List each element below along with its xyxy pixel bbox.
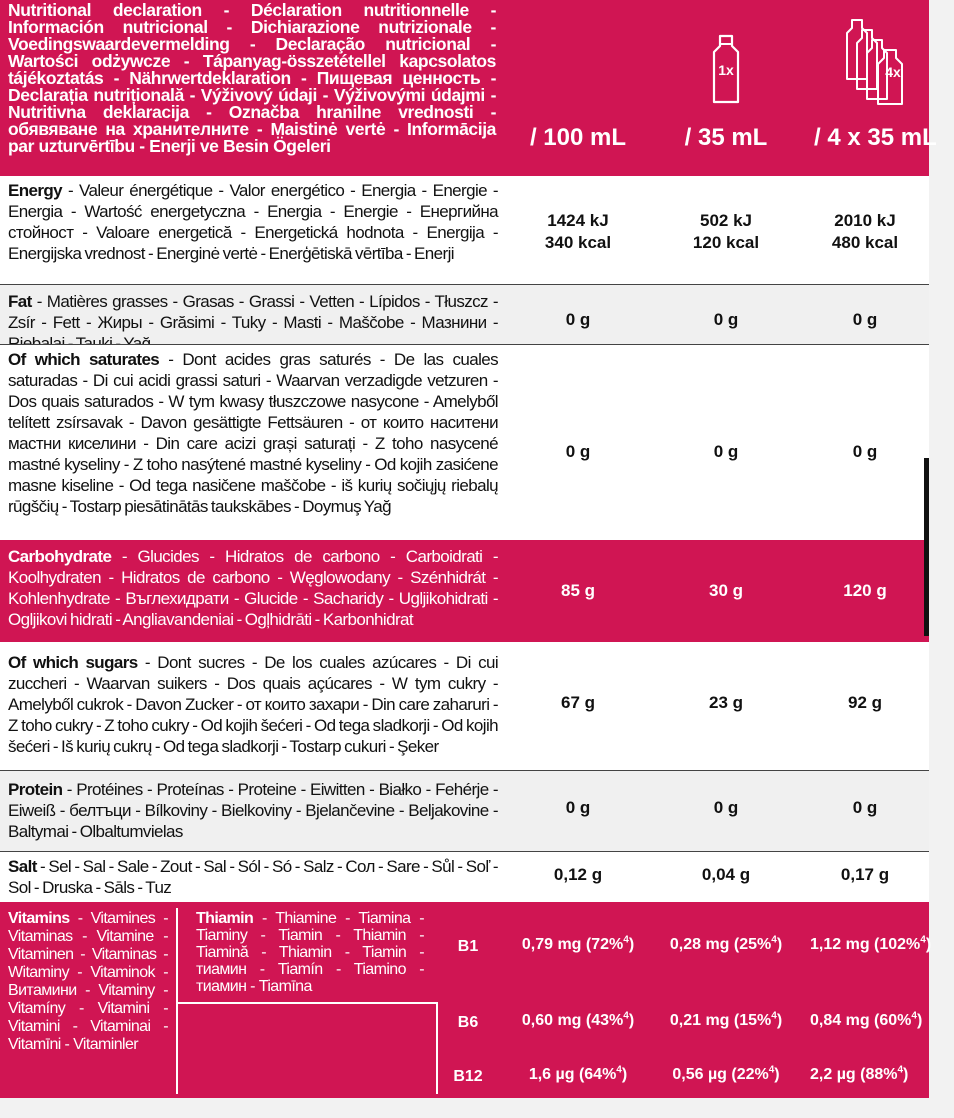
- table-row-sugars: [0, 642, 929, 770]
- b12-value-4x35ml: 2,2 µg (88%$^4$): [810, 1064, 909, 1083]
- value-35ml: 0 g: [713, 442, 739, 461]
- b6-value-100ml: 0,60 mg (43%$^4$): [521, 1010, 635, 1029]
- value-100ml-kcal: 340 kcal: [544, 233, 612, 252]
- table-row-carbohydrate: [0, 540, 929, 642]
- value-100ml: 67 g: [560, 693, 596, 712]
- value-100ml: 0,12 g: [553, 865, 603, 884]
- b6-value-35ml: 0,21 mg (15%$^4$): [669, 1010, 783, 1029]
- value-4x35ml: 120 g: [843, 581, 887, 600]
- thiamin-label: Thiamin - Thiamine - Tiamina - Tiaminy - Tiamin - Thiamin - Tiamină - Thiamin - Tiamin - тиамин - Tiamín - Tiamino - тиамин - Tiamīna: [196, 910, 424, 995]
- row-label: Salt - Sel - Sal - Sale - Zout - Sal - Sól - Só - Salz - Сол - Sare - Sůl - Soľ - Sol - Druska - Sāls - Tuz: [8, 857, 498, 897]
- four-servings-bottles-icon: [844, 18, 916, 106]
- vitamin-code-divider: [436, 1002, 438, 1094]
- b1-value-100ml: 0,79 mg (72%$^4$): [521, 934, 635, 953]
- row-label: Energy - Valeur énergétique - Valor energético - Energia - Energie - Energia - Wartość energetyczna - Energia - Energie - Енергийна стойност - Valoare energetică - Energetická hodnota - Energija - Energijska vrednost - Energinė vertė - Enerģētiskā vērtība - Enerji: [8, 181, 498, 263]
- value-100ml-kj: 1424 kJ: [547, 211, 609, 230]
- value-35ml: 23 g: [708, 693, 744, 712]
- column-header-4x35ml: / 4 x 35 mL: [814, 124, 937, 151]
- value-35ml: 0 g: [713, 310, 739, 329]
- value-4x35ml: 0 g: [852, 310, 878, 329]
- value-4x35ml: 0,17 g: [840, 865, 890, 884]
- vitamin-code-b12: B12: [453, 1068, 483, 1085]
- b1-value-4x35ml: 1,12 mg (102%$^4$): [810, 934, 932, 953]
- value-35ml-kj: 502 kJ: [700, 211, 752, 230]
- value-4x35ml: 92 g: [847, 693, 883, 712]
- value-35ml: 0,04 g: [701, 865, 751, 884]
- row-label: Carbohydrate - Glucides - Hidratos de carbono - Carboidrati - Koolhydraten - Hidratos de carbono - Węglowodany - Szénhidrát - Kohlenhydrate - Въглехидрати - Glucide - Sacharidy - Ugljikohidrati - Ogljikovi hidrati - Angliavandeniai - Ogļhidrāti - Karbonhidrat: [8, 547, 498, 629]
- b12-value-35ml: 0,56 µg (22%$^4$): [672, 1064, 780, 1083]
- row-label: Protein - Protéines - Proteínas - Proteine - Eiwitten - Białko - Fehérje - Eiweiß - белтъци - Bílkoviny - Bielkoviny - Bjelančevine - Beljakovine - Baltymai - Olbaltumvielas: [8, 780, 498, 841]
- vitamins-label: Vitamins - Vitamines - Vitaminas - Vitamine - Vitaminen - Vitaminas - Witaminy - Vitaminok - Витамини - Vitaminy - Vitamíny - Vitamini - Vitamini - Vitaminai - Vitamīni - Vitaminler: [8, 910, 168, 1053]
- value-4x35ml: 0 g: [852, 442, 878, 461]
- value-4x35ml-kj: 2010 kJ: [834, 211, 896, 230]
- column-header-35ml: / 35 mL: [684, 124, 768, 151]
- value-100ml: 0 g: [565, 442, 591, 461]
- b1-value-35ml: 0,28 mg (25%$^4$): [669, 934, 783, 953]
- value-100ml: 85 g: [560, 581, 596, 600]
- value-4x35ml: 0 g: [852, 798, 878, 817]
- value-35ml: 0 g: [713, 798, 739, 817]
- table-row-protein: [0, 771, 929, 851]
- thiamin-underline: [176, 1002, 436, 1004]
- vitamin-code-b6: B6: [457, 1014, 479, 1031]
- row-label: Of which sugars - Dont sucres - De los cuales azúcares - Di cui zuccheri - Waarvan suikers - Dos quais açúcares - W tym cukry - Amelyből cukrok - Davon Zucker - от които захари - Din care zaharuri - Z toho cukry - Z toho cukry - Od kojih šećeri - Od tega sladkorji - Od kojih šećeri - Iš kurių cukrų - Od tega sladkorji - Tostarp cukuri - Şeker: [8, 653, 498, 756]
- table-title: Nutritional declaration - Déclaration nutritionnelle - Información nutricional - Dichiarazione nutrizionale - Voedingswaardevermelding - Declaração nutricional - Wartości odżywcze - Tápanyag-összetétellel kapcsolatos tájékoztatás - Nährwertdeklaration - Пищевая ценность - Declarația nutrițională - Výživový údaji - Výživovými údajmi - Nutritivna deklaracija - Označba hranilne vrednosti - обявяване на хранителните - Maistinė vertė - Informācija par uzturvērtību - Enerji ve Besin Ögeleri: [8, 0, 496, 156]
- icon-4x-label: 4x: [885, 64, 901, 80]
- table-row-energy: [0, 176, 929, 284]
- vitamins-divider: [176, 908, 178, 1094]
- table-row-fat: [0, 285, 929, 344]
- row-label: Of which saturates - Dont acides gras saturés - De las cuales saturadas - Di cui acidi grassi saturi - Waarvan verzadigde vetzuren - Dos quais saturados - W tym kwasy tłuszczowe nasycone - Amelyből telített zsírsavak - Davon gesättigte Fettsäuren - от които наситени мастни киселини - Din care acizi grași saturați - Z toho nasycené mastné kyseliny - Z toho nasýtené mastné kyseliny - Od kojih zasićene masne kiseline - Od tega nasičene maščobe - iš kurių sočiųjų riebalų rūgščių - Tostarp piesātinātās taukskābes - Doymuş Yağ: [8, 350, 498, 516]
- b12-value-100ml: 1,6 µg (64%$^4$): [528, 1064, 628, 1083]
- edge-scrollbar[interactable]: [924, 458, 929, 636]
- table-row-saturates: [0, 345, 929, 540]
- value-100ml: 0 g: [565, 798, 591, 817]
- single-serving-bottle-icon: [706, 34, 746, 106]
- header-band: [0, 0, 937, 176]
- b6-value-4x35ml: 0,84 mg (60%$^4$): [810, 1010, 923, 1029]
- row-label: Fat - Matières grasses - Grasas - Grassi - Vetten - Lípidos - Tłuszcz - Zsír - Fett - Жиры - Grăsimi - Tuky - Masti - Maščobe - Мазнини -: [8, 292, 498, 332]
- column-header-100ml: / 100 mL: [529, 124, 627, 151]
- value-35ml: 30 g: [708, 581, 744, 600]
- vitamin-code-b1: B1: [457, 938, 479, 955]
- table-row-vitamins: [0, 902, 932, 1098]
- value-4x35ml-kcal: 480 kcal: [831, 233, 899, 252]
- value-100ml: 0 g: [565, 310, 591, 329]
- table-row-salt: [0, 852, 929, 902]
- icon-1x-label: 1x: [718, 62, 734, 78]
- value-35ml-kcal: 120 kcal: [692, 233, 760, 252]
